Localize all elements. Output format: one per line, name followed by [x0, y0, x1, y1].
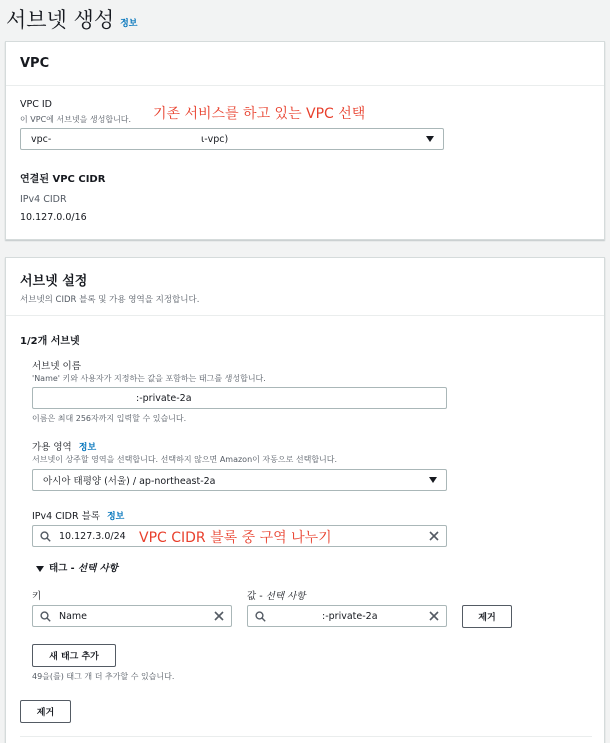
- vpc-panel: [5, 41, 605, 240]
- ipv4-cidr-label: IPv4 CIDR: [20, 194, 67, 205]
- subnet-settings-title: 서브넷 설정: [20, 274, 88, 289]
- vpc-id-select[interactable]: [20, 128, 444, 150]
- close-icon[interactable]: [428, 610, 440, 622]
- search-icon: [40, 611, 51, 622]
- cidr-label: [32, 508, 124, 522]
- az-info-link[interactable]: 정보: [78, 443, 97, 453]
- page-title: [6, 4, 138, 34]
- vpc-id-desc: 이 VPC에 서브넷을 생성합니다.: [20, 115, 132, 124]
- caret-down-icon: [36, 566, 44, 572]
- subnet-name-value: :-private-2a: [136, 392, 192, 404]
- vpc-cidr-title: 연결된 VPC CIDR: [20, 174, 106, 185]
- tag-value-label-text: 값 -: [247, 591, 266, 602]
- subnet-settings-panel: [5, 257, 605, 743]
- chevron-down-icon: [426, 136, 434, 142]
- az-value: 아시아 태평양 (서울) / ap-northeast-2a: [43, 476, 216, 487]
- az-select[interactable]: [32, 469, 447, 491]
- close-icon[interactable]: [213, 610, 225, 622]
- az-label: [32, 439, 96, 453]
- tag-hint: 49을(를) 태그 개 더 추가할 수 있습니다.: [32, 672, 175, 681]
- az-desc: 서브넷이 상주할 영역을 선택합니다. 선택하지 않으면 Amazon이 자동으로 선택합니다.: [32, 455, 338, 464]
- tag-value-input[interactable]: [247, 605, 447, 627]
- tag-value-label-optional: 선택 사항: [265, 591, 306, 602]
- tag-key-value: Name: [59, 610, 88, 622]
- remove-tag-button[interactable]: 제거: [462, 605, 512, 628]
- tag-key-label: 키: [32, 591, 42, 602]
- cidr-label-text: IPv4 CIDR 블록: [32, 511, 100, 522]
- vpc-annotation: 기존 서비스를 하고 있는 VPC 선택: [153, 106, 366, 122]
- tags-toggle-optional: 선택 사항: [77, 563, 118, 574]
- search-icon: [255, 611, 266, 622]
- subnet-name-input[interactable]: [32, 387, 447, 409]
- add-tag-button[interactable]: 새 태그 추가: [32, 644, 116, 667]
- divider: [20, 736, 592, 737]
- remove-subnet-button[interactable]: 제거: [20, 700, 71, 723]
- subnet-name-desc: 'Name' 키와 사용자가 지정하는 값을 포함하는 태그를 생성합니다.: [32, 374, 266, 383]
- cidr-annotation: VPC CIDR 블록 중 구역 나누기: [139, 530, 332, 546]
- subnet-settings-header: [6, 258, 604, 316]
- tag-key-input[interactable]: [32, 605, 232, 627]
- ipv4-cidr-value: 10.127.0.0/16: [20, 212, 87, 223]
- vpc-panel-title: VPC: [20, 56, 50, 71]
- close-icon[interactable]: [428, 530, 440, 542]
- search-icon: [40, 531, 51, 542]
- vpc-id-value-prefix: vpc-: [31, 133, 52, 145]
- tags-toggle-label: 태그 -: [49, 563, 78, 574]
- subnet-name-hint: 이름은 최대 256자까지 입력할 수 있습니다.: [32, 414, 187, 423]
- cidr-value: 10.127.3.0/24: [59, 530, 126, 542]
- vpc-id-label: VPC ID: [20, 99, 52, 110]
- info-link[interactable]: 정보: [120, 19, 138, 29]
- page-title-text: 서브넷 생성: [6, 8, 115, 32]
- subnet-name-label: 서브넷 이름: [32, 361, 81, 372]
- tag-value-value: :-private-2a: [322, 610, 378, 622]
- vpc-id-value-suffix: ι-vpc): [201, 133, 229, 145]
- vpc-panel-header: [6, 42, 604, 86]
- cidr-info-link[interactable]: 정보: [106, 512, 125, 522]
- chevron-down-icon: [429, 477, 437, 483]
- subnet-count-title: 1/2개 서브넷: [20, 336, 80, 347]
- tags-toggle[interactable]: [36, 560, 118, 574]
- tag-value-label: [247, 588, 305, 602]
- az-label-text: 가용 영역: [32, 442, 72, 453]
- subnet-settings-desc: 서브넷의 CIDR 블록 및 가용 영역을 지정합니다.: [20, 295, 200, 305]
